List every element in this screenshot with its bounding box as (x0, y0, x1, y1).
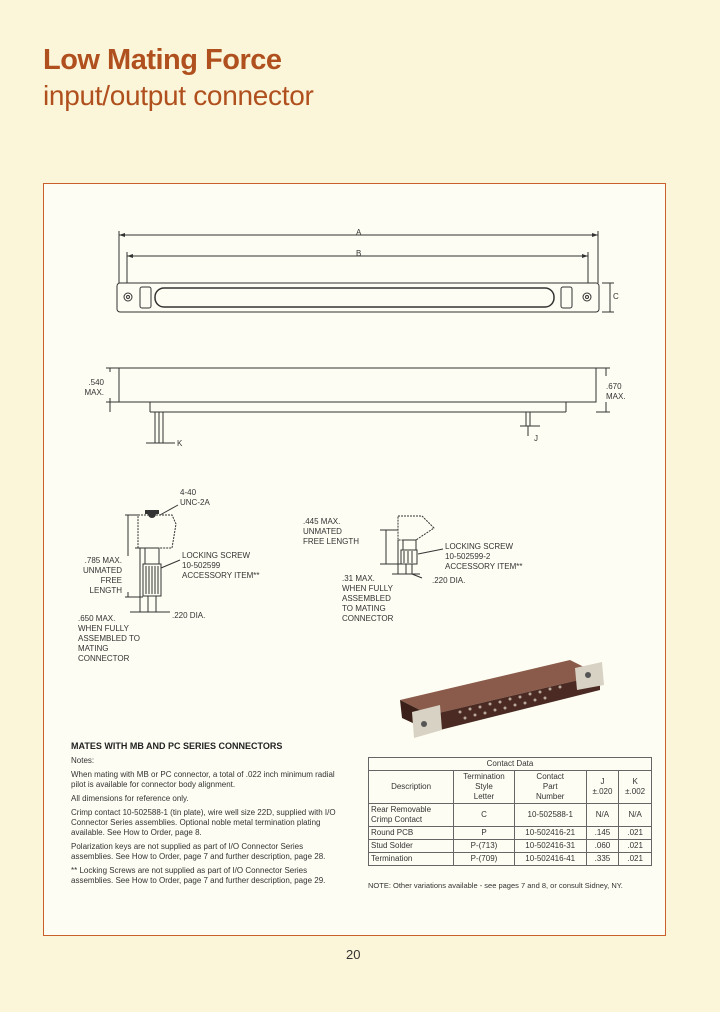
table-cell: .145 (586, 827, 619, 840)
table-cell: .335 (586, 853, 619, 866)
notes-heading: Notes: (71, 756, 95, 765)
table-cell: Round PCB (369, 827, 454, 840)
left-assembled-label: .650 MAX. WHEN FULLY ASSEMBLED TO MATING CONNECTOR (78, 614, 140, 663)
table-header: Contact Part Number (514, 771, 586, 804)
dim-c-label: C (613, 292, 619, 301)
table-cell: .021 (619, 827, 652, 840)
table-cell: P-(713) (454, 840, 515, 853)
right-locking-screw-label: LOCKING SCREW 10-502599-2 ACCESSORY ITEM** (445, 542, 523, 571)
thread-label: 4-40 UNC-2A (180, 488, 210, 507)
left-locking-screw-label: LOCKING SCREW 10-502599 ACCESSORY ITEM** (182, 551, 260, 580)
table-cell: P (454, 827, 515, 840)
table-header: J ±.020 (586, 771, 619, 804)
note-item: When mating with MB or PC connector, a total of .022 inch minimum radial pilot is available for connector body alignment. (71, 770, 335, 789)
table-cell: Rear Removable Crimp Contact (369, 804, 454, 827)
connector-photo (400, 660, 604, 738)
page-title: Low Mating Force (43, 44, 282, 76)
table-cell: .021 (619, 840, 652, 853)
table-header-row (369, 771, 652, 804)
table-header: Termination Style Letter (454, 771, 515, 804)
contact-data-table (368, 757, 652, 866)
table-row (369, 804, 652, 827)
left-free-length-label: .785 MAX. UNMATED FREE LENGTH (83, 556, 122, 595)
note-item: Polarization keys are not supplied as part of I/O Connector Series assemblies. See How to Order, page 7 and further description, page 28. (71, 842, 326, 861)
right-assembled-label: .31 MAX. WHEN FULLY ASSEMBLED TO MATING CONNECTOR (342, 574, 394, 623)
right-height-label: .670 MAX. (606, 382, 626, 401)
dim-j-label: J (534, 434, 538, 443)
right-dia-label: .220 DIA. (432, 576, 466, 585)
page-subtitle: input/output connector (43, 80, 314, 111)
table-cell: N/A (586, 804, 619, 827)
table-cell: 10-502588-1 (514, 804, 586, 827)
note-item: Crimp contact 10-502588-1 (tin plate), wire well size 22D, supplied with I/O Connector Series assemblies. Optional noble metal termination plating available. See How to Order, page 8. (71, 808, 336, 837)
dim-k-label: K (177, 439, 183, 448)
left-height-label: .540 MAX. (84, 378, 104, 397)
table-row (369, 827, 652, 840)
table-cell: 10-502416-41 (514, 853, 586, 866)
table-cell: P-(709) (454, 853, 515, 866)
right-free-length-label: .445 MAX. UNMATED FREE LENGTH (303, 517, 360, 546)
table-cell: 10-502416-31 (514, 840, 586, 853)
dim-b-label: B (356, 249, 362, 258)
table-cell: .021 (619, 853, 652, 866)
table-cell: .060 (586, 840, 619, 853)
table-note: NOTE: Other variations available - see pages 7 and 8, or consult Sidney, NY. (368, 881, 623, 890)
table-cell: C (454, 804, 515, 827)
table-cell: Stud Solder (369, 840, 454, 853)
table-cell: Termination (369, 853, 454, 866)
page-number: 20 (346, 947, 361, 962)
table-row (369, 840, 652, 853)
table-cell: 10-502416-21 (514, 827, 586, 840)
table-caption: Contact Data (369, 758, 652, 771)
table-header: K ±.002 (619, 771, 652, 804)
table-cell: N/A (619, 804, 652, 827)
note-item: All dimensions for reference only. (71, 794, 189, 803)
table-row (369, 853, 652, 866)
notes-block (71, 756, 341, 890)
table-header: Description (369, 771, 454, 804)
left-dia-label: .220 DIA. (172, 611, 206, 620)
mates-title: MATES WITH MB AND PC SERIES CONNECTORS (71, 741, 283, 751)
dim-a-label: A (356, 228, 362, 237)
note-item: ** Locking Screws are not supplied as part of I/O Connector Series assemblies. See How to Order, page 7 and further description, page 29. (71, 866, 326, 885)
